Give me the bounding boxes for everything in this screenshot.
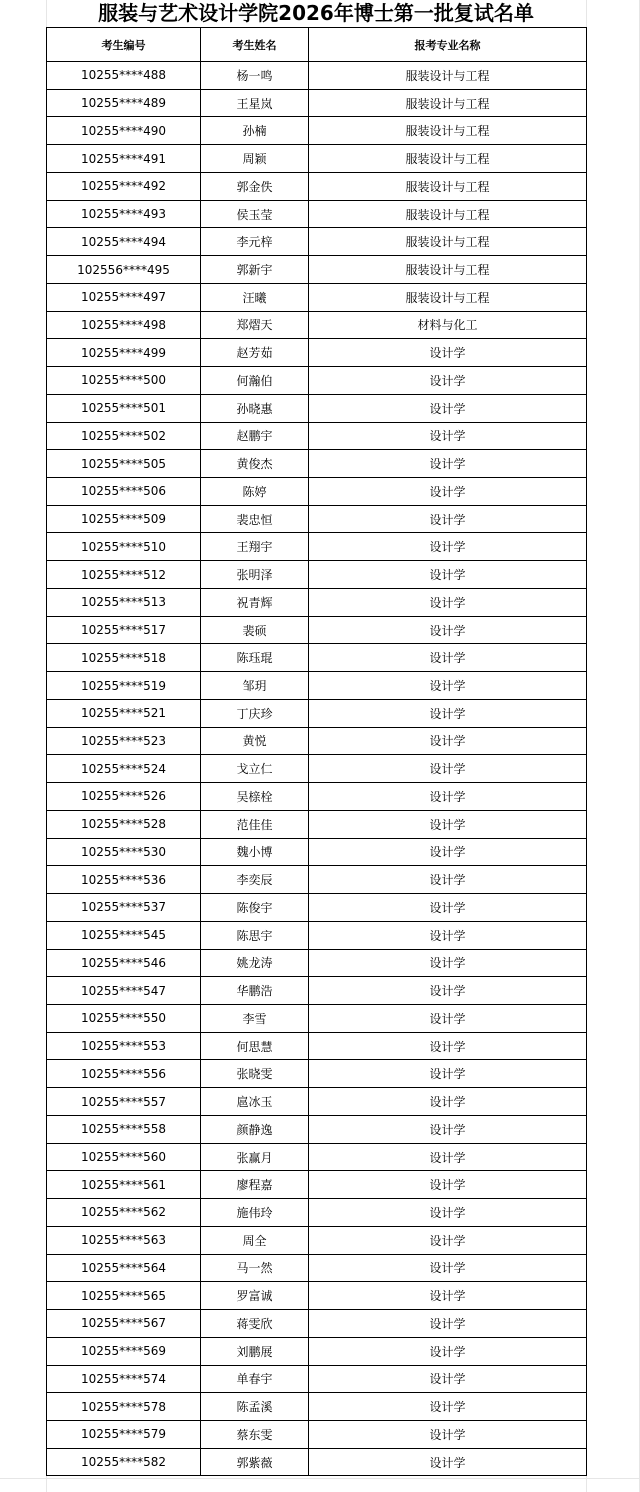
table-row	[47, 422, 587, 450]
cell-major-name: 设计学	[309, 977, 587, 1005]
cell-major-name: 设计学	[309, 367, 587, 395]
cell-candidate-id: 10255****564	[47, 1254, 201, 1282]
table-row	[47, 1060, 587, 1088]
cell-candidate-id: 10255****578	[47, 1393, 201, 1421]
cell-major-name: 设计学	[309, 783, 587, 811]
cell-candidate-id: 10255****547	[47, 977, 201, 1005]
cell-candidate-id: 10255****492	[47, 172, 201, 200]
table-row	[47, 1171, 587, 1199]
cell-candidate-name: 廖程嘉	[201, 1171, 309, 1199]
cell-major-name: 设计学	[309, 422, 587, 450]
cell-candidate-name: 罗富诚	[201, 1282, 309, 1310]
cell-major-name: 服装设计与工程	[309, 256, 587, 284]
cell-candidate-name: 张明泽	[201, 561, 309, 589]
cell-candidate-name: 扈冰玉	[201, 1088, 309, 1116]
cell-major-name: 设计学	[309, 1115, 587, 1143]
cell-candidate-id: 10255****493	[47, 200, 201, 228]
cell-candidate-name: 范佳佳	[201, 810, 309, 838]
cell-candidate-name: 裴硕	[201, 616, 309, 644]
header-major-name: 报考专业名称	[309, 28, 587, 62]
table-row	[47, 117, 587, 145]
cell-candidate-name: 何思慧	[201, 1032, 309, 1060]
cell-candidate-id: 10255****550	[47, 1004, 201, 1032]
table-row	[47, 921, 587, 949]
cell-candidate-name: 赵芳茹	[201, 339, 309, 367]
cell-major-name: 设计学	[309, 949, 587, 977]
cell-candidate-id: 10255****558	[47, 1115, 201, 1143]
cell-candidate-id: 10255****517	[47, 616, 201, 644]
table-row	[47, 311, 587, 339]
cell-major-name: 设计学	[309, 921, 587, 949]
cell-major-name: 设计学	[309, 866, 587, 894]
cell-candidate-id: 10255****491	[47, 145, 201, 173]
cell-candidate-id: 10255****562	[47, 1199, 201, 1227]
table-row	[47, 949, 587, 977]
cell-major-name: 设计学	[309, 450, 587, 478]
cell-major-name: 设计学	[309, 1226, 587, 1254]
cell-candidate-id: 10255****506	[47, 478, 201, 506]
table-row	[47, 810, 587, 838]
cell-candidate-id: 10255****509	[47, 505, 201, 533]
cell-candidate-name: 郑熠天	[201, 311, 309, 339]
cell-candidate-name: 裴忠恒	[201, 505, 309, 533]
cell-candidate-name: 周全	[201, 1226, 309, 1254]
table-row	[47, 1393, 587, 1421]
cell-major-name: 服装设计与工程	[309, 200, 587, 228]
cell-candidate-name: 王翔宇	[201, 533, 309, 561]
cell-candidate-id: 10255****565	[47, 1282, 201, 1310]
table-row	[47, 228, 587, 256]
cell-candidate-id: 10255****505	[47, 450, 201, 478]
cell-candidate-id: 10255****524	[47, 755, 201, 783]
cell-major-name: 设计学	[309, 644, 587, 672]
table-row	[47, 1282, 587, 1310]
table-row	[47, 1199, 587, 1227]
cell-candidate-name: 祝青辉	[201, 588, 309, 616]
cell-candidate-id: 10255****579	[47, 1420, 201, 1448]
cell-candidate-id: 10255****498	[47, 311, 201, 339]
table-row	[47, 977, 587, 1005]
table-row	[47, 367, 587, 395]
cell-major-name: 设计学	[309, 1143, 587, 1171]
cell-candidate-id: 10255****489	[47, 89, 201, 117]
cell-candidate-id: 10255****557	[47, 1088, 201, 1116]
table-row	[47, 616, 587, 644]
table-row	[47, 644, 587, 672]
cell-major-name: 服装设计与工程	[309, 62, 587, 90]
table-row	[47, 172, 587, 200]
cell-major-name: 设计学	[309, 1420, 587, 1448]
cell-candidate-id: 10255****502	[47, 422, 201, 450]
cell-candidate-name: 陈珏琨	[201, 644, 309, 672]
cell-candidate-name: 陈思宇	[201, 921, 309, 949]
table-row	[47, 1448, 587, 1476]
table-row	[47, 1226, 587, 1254]
cell-candidate-name: 李元梓	[201, 228, 309, 256]
cell-candidate-name: 马一然	[201, 1254, 309, 1282]
cell-candidate-id: 10255****537	[47, 894, 201, 922]
cell-candidate-name: 单春宇	[201, 1365, 309, 1393]
cell-candidate-name: 戈立仁	[201, 755, 309, 783]
cell-major-name: 服装设计与工程	[309, 228, 587, 256]
cell-candidate-id: 10255****528	[47, 810, 201, 838]
cell-candidate-name: 蒋雯欣	[201, 1310, 309, 1338]
cell-major-name: 设计学	[309, 588, 587, 616]
table-row	[47, 89, 587, 117]
cell-major-name: 服装设计与工程	[309, 117, 587, 145]
cell-candidate-id: 10255****518	[47, 644, 201, 672]
gridline	[0, 1478, 640, 1479]
cell-candidate-name: 吴榇栓	[201, 783, 309, 811]
cell-major-name: 设计学	[309, 1199, 587, 1227]
cell-candidate-name: 施伟玲	[201, 1199, 309, 1227]
cell-major-name: 服装设计与工程	[309, 89, 587, 117]
cell-major-name: 设计学	[309, 1448, 587, 1476]
cell-major-name: 设计学	[309, 1393, 587, 1421]
table-row	[47, 672, 587, 700]
cell-candidate-name: 李奕辰	[201, 866, 309, 894]
table-row	[47, 283, 587, 311]
cell-candidate-id: 10255****560	[47, 1143, 201, 1171]
cell-major-name: 设计学	[309, 505, 587, 533]
cell-candidate-name: 李雪	[201, 1004, 309, 1032]
table-row	[47, 339, 587, 367]
cell-candidate-name: 王星岚	[201, 89, 309, 117]
cell-candidate-name: 何瀚伯	[201, 367, 309, 395]
cell-major-name: 设计学	[309, 699, 587, 727]
cell-candidate-name: 杨一鸣	[201, 62, 309, 90]
cell-candidate-id: 10255****526	[47, 783, 201, 811]
page-title: 服装与艺术设计学院2026年博士第一批复试名单	[98, 1, 534, 25]
table-row	[47, 1004, 587, 1032]
cell-candidate-name: 张赢月	[201, 1143, 309, 1171]
cell-major-name: 设计学	[309, 1171, 587, 1199]
cell-candidate-name: 汪曦	[201, 283, 309, 311]
table-header-row	[47, 28, 587, 62]
table-row	[47, 505, 587, 533]
cell-candidate-id: 10255****553	[47, 1032, 201, 1060]
table-row	[47, 145, 587, 173]
cell-major-name: 设计学	[309, 533, 587, 561]
cell-candidate-name: 黄悦	[201, 727, 309, 755]
table-row	[47, 62, 587, 90]
cell-candidate-name: 孙晓惠	[201, 394, 309, 422]
cell-major-name: 设计学	[309, 727, 587, 755]
cell-major-name: 设计学	[309, 561, 587, 589]
cell-candidate-name: 蔡东雯	[201, 1420, 309, 1448]
table-row	[47, 1337, 587, 1365]
header-candidate-name: 考生姓名	[201, 28, 309, 62]
cell-major-name: 设计学	[309, 894, 587, 922]
table-row	[47, 561, 587, 589]
table-row	[47, 783, 587, 811]
cell-candidate-name: 邹玥	[201, 672, 309, 700]
table-row	[47, 866, 587, 894]
table-row	[47, 588, 587, 616]
cell-candidate-id: 10255****563	[47, 1226, 201, 1254]
header-candidate-id: 考生编号	[47, 28, 201, 62]
table-row	[47, 1088, 587, 1116]
table-row	[47, 394, 587, 422]
cell-candidate-name: 孙楠	[201, 117, 309, 145]
table-row	[47, 1143, 587, 1171]
cell-candidate-id: 10255****501	[47, 394, 201, 422]
table-body	[47, 62, 587, 1476]
cell-candidate-id: 10255****521	[47, 699, 201, 727]
table-row	[47, 478, 587, 506]
cell-candidate-name: 郭紫薇	[201, 1448, 309, 1476]
table-row	[47, 1310, 587, 1338]
cell-major-name: 服装设计与工程	[309, 145, 587, 173]
cell-candidate-name: 郭金佚	[201, 172, 309, 200]
table-row	[47, 1115, 587, 1143]
table-row	[47, 838, 587, 866]
cell-candidate-id: 10255****523	[47, 727, 201, 755]
cell-candidate-name: 陈婷	[201, 478, 309, 506]
cell-candidate-name: 魏小博	[201, 838, 309, 866]
cell-candidate-id: 10255****512	[47, 561, 201, 589]
cell-candidate-name: 华鹏浩	[201, 977, 309, 1005]
cell-major-name: 设计学	[309, 339, 587, 367]
cell-candidate-name: 姚龙涛	[201, 949, 309, 977]
cell-candidate-id: 10255****569	[47, 1337, 201, 1365]
cell-candidate-id: 10255****582	[47, 1448, 201, 1476]
cell-major-name: 设计学	[309, 1032, 587, 1060]
cell-major-name: 服装设计与工程	[309, 283, 587, 311]
table-row	[47, 450, 587, 478]
cell-major-name: 设计学	[309, 1282, 587, 1310]
candidate-table	[46, 27, 587, 1476]
cell-major-name: 设计学	[309, 1310, 587, 1338]
cell-major-name: 材料与化工	[309, 311, 587, 339]
cell-major-name: 服装设计与工程	[309, 172, 587, 200]
table-row	[47, 1365, 587, 1393]
table-row	[47, 755, 587, 783]
cell-candidate-name: 陈俊宇	[201, 894, 309, 922]
cell-candidate-name: 赵鹏宇	[201, 422, 309, 450]
cell-candidate-id: 10255****546	[47, 949, 201, 977]
cell-major-name: 设计学	[309, 1004, 587, 1032]
table-row	[47, 200, 587, 228]
cell-candidate-name: 刘鹏展	[201, 1337, 309, 1365]
cell-candidate-id: 10255****499	[47, 339, 201, 367]
cell-candidate-id: 10255****567	[47, 1310, 201, 1338]
cell-major-name: 设计学	[309, 1254, 587, 1282]
table-row	[47, 894, 587, 922]
cell-candidate-id: 10255****488	[47, 62, 201, 90]
cell-candidate-id: 10255****500	[47, 367, 201, 395]
cell-candidate-id: 10255****536	[47, 866, 201, 894]
cell-major-name: 设计学	[309, 394, 587, 422]
cell-major-name: 设计学	[309, 672, 587, 700]
cell-candidate-id: 10255****510	[47, 533, 201, 561]
cell-candidate-name: 颜静逸	[201, 1115, 309, 1143]
cell-candidate-name: 周颖	[201, 145, 309, 173]
cell-candidate-name: 郭新宇	[201, 256, 309, 284]
table-row	[47, 1420, 587, 1448]
cell-candidate-id: 10255****490	[47, 117, 201, 145]
cell-candidate-name: 丁庆珍	[201, 699, 309, 727]
cell-candidate-name: 侯玉莹	[201, 200, 309, 228]
cell-candidate-id: 10255****497	[47, 283, 201, 311]
table-row	[47, 1254, 587, 1282]
cell-candidate-name: 张晓雯	[201, 1060, 309, 1088]
cell-major-name: 设计学	[309, 1088, 587, 1116]
cell-candidate-id: 10255****556	[47, 1060, 201, 1088]
cell-candidate-name: 陈孟溪	[201, 1393, 309, 1421]
cell-candidate-id: 10255****513	[47, 588, 201, 616]
cell-major-name: 设计学	[309, 1365, 587, 1393]
cell-candidate-id: 10255****530	[47, 838, 201, 866]
table-row	[47, 1032, 587, 1060]
cell-candidate-id: 10255****545	[47, 921, 201, 949]
cell-major-name: 设计学	[309, 1060, 587, 1088]
cell-candidate-id: 10255****494	[47, 228, 201, 256]
cell-candidate-id: 10255****561	[47, 1171, 201, 1199]
cell-candidate-id: 102556****495	[47, 256, 201, 284]
cell-candidate-id: 10255****519	[47, 672, 201, 700]
cell-major-name: 设计学	[309, 478, 587, 506]
table-row	[47, 256, 587, 284]
cell-major-name: 设计学	[309, 1337, 587, 1365]
table-row	[47, 727, 587, 755]
cell-candidate-name: 黄俊杰	[201, 450, 309, 478]
cell-candidate-id: 10255****574	[47, 1365, 201, 1393]
cell-major-name: 设计学	[309, 755, 587, 783]
cell-major-name: 设计学	[309, 810, 587, 838]
cell-major-name: 设计学	[309, 616, 587, 644]
cell-major-name: 设计学	[309, 838, 587, 866]
table-row	[47, 533, 587, 561]
table-row	[47, 699, 587, 727]
